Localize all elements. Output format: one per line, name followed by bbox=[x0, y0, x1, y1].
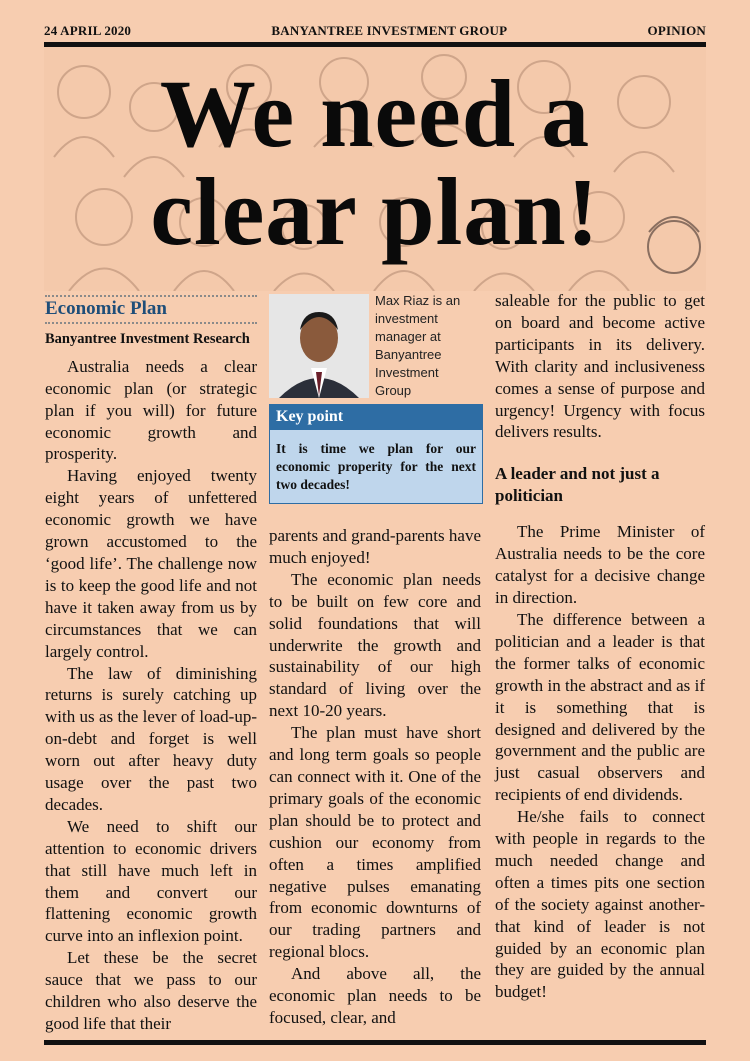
paragraph: He/she fails to connect with people in regards to the much needed change and often a times pits one section of the society against another- that kind of leader is not guided by an economic plan they are guided by the annual budget! bbox=[495, 807, 705, 1002]
key-point-box bbox=[269, 404, 483, 504]
byline: Banyantree Investment Research bbox=[45, 330, 250, 347]
headline-line-2: clear plan! bbox=[150, 158, 600, 265]
paragraph: parents and grand-parents have much enjoyed! bbox=[269, 526, 481, 567]
section-label: OPINION bbox=[647, 23, 706, 38]
paragraph: And above all, the economic plan needs to be focused, clear, and bbox=[269, 964, 481, 1027]
paragraph: saleable for the public to get on board and become active participants in its delivery. With clarity and inclusiveness comes a sense of purpose and urgency! Urgency with focus delivers results. bbox=[495, 291, 705, 442]
headline bbox=[44, 60, 706, 265]
section-title: Economic Plan bbox=[45, 295, 257, 324]
article-column-2 bbox=[269, 525, 481, 1029]
issue-date: 24 APRIL 2020 bbox=[44, 23, 132, 38]
paragraph: Let these be the secret sauce that we pass to our children who also deserve the good life that their bbox=[45, 948, 257, 1033]
key-point-text: It is time we plan for our economic properity for the next two decades! bbox=[270, 430, 482, 503]
headline-line-1: We need a bbox=[159, 60, 591, 167]
author-caption: Max Riaz is an investment manager at Banyantree Investment Group bbox=[375, 293, 461, 398]
paragraph: We need to shift our attention to economic drivers that still have much left in them and convert our flattening economic growth curve into an inflexion point. bbox=[45, 816, 257, 946]
paragraph: The Prime Minister of Australia needs to be the core catalyst for a decisive change in direction. bbox=[495, 522, 705, 608]
bottom-rule bbox=[44, 1040, 706, 1045]
paragraph: The difference between a politician and a leader is that the former talks of economic growth in the abstract and as if it is something that is designed and delivered by the government and the public are just casual observers and recipients of end dividends. bbox=[495, 609, 705, 805]
headline-banner bbox=[44, 47, 706, 291]
paragraph: The law of diminishing returns is surely catching up with us as the lever of load-up-on-debt and forget is well worn out after heavy duty usage over the past two decades. bbox=[45, 663, 257, 814]
paragraph: The plan must have short and long term goals so people can connect with it. One of the primary goals of the economic plan should be to protect and cushion our economy from often a times amplified negative pulses emanating from economic downturns of our trading partners and regional blocs. bbox=[269, 723, 481, 962]
spacer bbox=[495, 443, 705, 463]
article-column-3 bbox=[495, 290, 705, 1003]
masthead bbox=[44, 22, 706, 40]
paragraph: The economic plan needs to be built on few core and solid foundations that will underwrite the growth and sustainability of our high standard of living over the next 10-20 years. bbox=[269, 569, 481, 721]
author-portrait-image bbox=[269, 294, 369, 398]
publisher-name: BANYANTREE INVESTMENT GROUP bbox=[271, 23, 508, 38]
article-column-1 bbox=[45, 295, 257, 1035]
key-point-title: Key point bbox=[270, 405, 482, 430]
paragraph: Australia needs a clear economic plan (or strategic plan if you will) for future economic growth and prosperity. bbox=[45, 356, 257, 464]
author-photo bbox=[269, 294, 369, 398]
paragraph: Having enjoyed twenty eight years of unfettered economic growth we have grown accustomed to the ‘good life’. The challenge now is to keep the good life and not have it taken away from us by circumstances that we can largely control. bbox=[45, 466, 257, 661]
subheading: A leader and not just a politician bbox=[495, 464, 660, 506]
